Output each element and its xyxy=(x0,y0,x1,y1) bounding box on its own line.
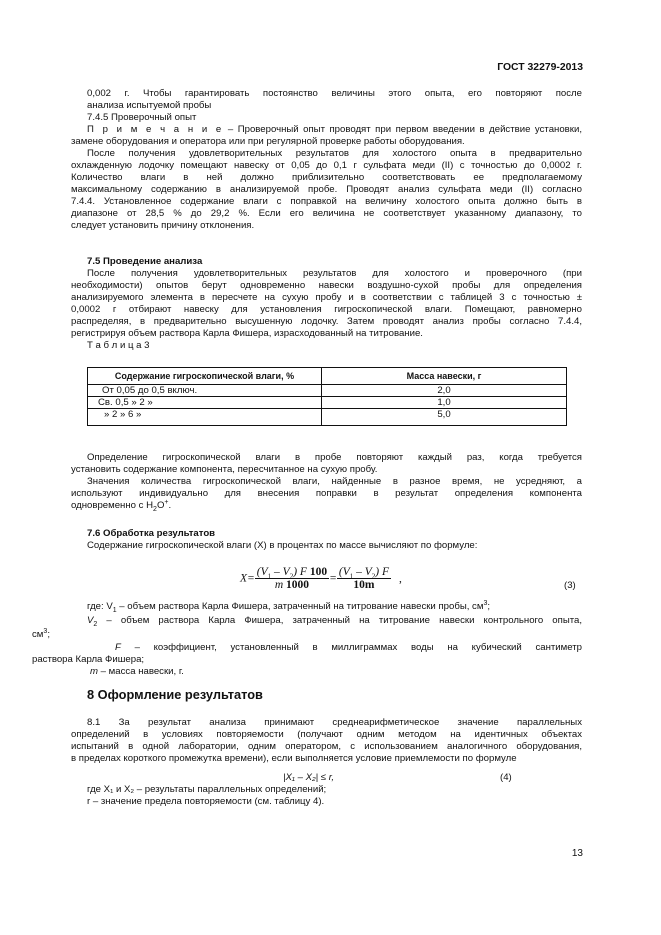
legend-v2 xyxy=(87,615,582,627)
formula-fraction-1: $\frac{(V_1 - V_2) F 100}{m 1000}$ xyxy=(256,566,328,591)
text-line: испытаний в одной лаборатории, одним оператором, с использованием аналогичного оборудования, xyxy=(71,741,582,752)
text-line: установить содержание компонента, пересчитанное на сухую пробу. xyxy=(71,464,378,475)
table-caption: Т а б л и ц а 3 xyxy=(87,340,150,351)
subscript: 1 xyxy=(112,606,117,614)
table-row xyxy=(88,409,567,426)
subscript: 2 xyxy=(93,620,98,628)
table-row xyxy=(88,397,567,409)
condition-formula: |X₁ – X₂| ≤ r, xyxy=(283,772,335,783)
text-line: максимальному содержанию в анализируемой пробе. Проводят анализ сульфата меди (II) согласно xyxy=(71,184,582,195)
table-row xyxy=(88,385,567,397)
page-number: 13 xyxy=(571,848,583,859)
condition-number: (4) xyxy=(500,772,512,783)
legend-v2-unit xyxy=(32,629,582,641)
text-line: регистрируя объем раствора Карла Фишера, израсходованный на титрование. xyxy=(71,328,423,339)
text-line: охлажденную лодочку помещают навеску от 0,05 до 0,1 г сульфата меди (II) с точностью до 0,0002 г. xyxy=(71,160,582,171)
table-cell: 1,0 xyxy=(322,397,567,409)
formula-equals: = xyxy=(329,572,337,585)
section-title: 8 Оформление результатов xyxy=(87,687,263,702)
standard-header: ГОСТ 32279-2013 xyxy=(497,62,583,73)
text-line: следует установить причину отклонения. xyxy=(71,220,255,231)
table-cell: 5,0 xyxy=(322,409,567,426)
text-line: в пределах короткого промежутка времени), если выполняется условие приемлемости по формуле xyxy=(71,753,517,764)
section-745 xyxy=(71,88,582,232)
section-title: 7.5 Проведение анализа xyxy=(87,256,203,267)
table-3 xyxy=(87,367,567,426)
table-header-cell: Содержание гигроскопической влаги, % xyxy=(88,368,322,385)
formula-lhs: X= xyxy=(240,572,255,585)
text-line: r – значение предела повторяемости (см. таблицу 4). xyxy=(87,796,325,807)
text-fragment: – объем раствора Карла Фишера, затраченный на титрование навески пробы, см xyxy=(116,601,484,612)
formula-number: (3) xyxy=(564,580,576,591)
note-text: – Проверочный опыт проводят при первом введении в действие установки, xyxy=(223,124,582,135)
text-fragment: – масса навески, г. xyxy=(98,666,184,677)
table-cell: » 2 » 6 » xyxy=(88,409,322,426)
section-8-title xyxy=(87,689,582,701)
text-line: Определение гигроскопической влаги в пробе повторяют каждый раз, когда требуется xyxy=(87,452,582,463)
text-line: необходимости) опытов берут одновременно навески воздушно-сухой пробы для определения xyxy=(71,280,582,291)
text-fragment: ; xyxy=(47,629,50,640)
legend-v1 xyxy=(87,601,582,613)
after-table-text xyxy=(71,452,582,513)
superscript: + xyxy=(164,498,169,506)
text-fragment: O xyxy=(156,500,165,511)
text-line: диапазоне от 28,5 % до 29,2 %. Если его величина не соответствует указанному диапазону, то xyxy=(71,208,582,219)
text-fragment: F xyxy=(115,642,121,653)
table-cell: Св. 0,5 » 2 » xyxy=(88,397,322,409)
legend-f-cont: раствора Карла Фишера; xyxy=(32,654,145,665)
text-line: 8.1 За результат анализа принимают среднеарифметическое значение параллельных xyxy=(87,717,582,728)
section-76 xyxy=(87,528,582,552)
text-line: После получения удовлетворительных результатов для холостого и проверочного (при xyxy=(87,268,582,279)
subscript: 2 xyxy=(153,505,157,513)
text-fragment: V xyxy=(87,615,94,626)
text-line: Количество влаги в ней должно приблизительно соответствовать ее предполагаемому xyxy=(71,172,582,183)
table-cell: 2,0 xyxy=(322,385,567,397)
text-line: распределяя, в предварительно высушенную лодочку. Затем проводят анализ пробы согласно 7.4.4, xyxy=(71,316,582,327)
section-title: 7.6 Обработка результатов xyxy=(87,528,216,539)
text-fragment: . xyxy=(168,500,172,511)
formula-3 xyxy=(240,566,402,591)
superscript: 3 xyxy=(43,627,48,635)
condition-legend xyxy=(87,784,582,808)
text-line: определений в условиях повторяемости (получают одним методом на идентичных объектах xyxy=(71,729,582,740)
text-line: где X₁ и X₂ – результаты параллельных определений; xyxy=(87,784,327,795)
formula-legend xyxy=(32,599,582,678)
text-line: используют индивидуально для внесения поправки в результат определения компонента xyxy=(71,488,582,499)
text-line: Значения количества гигроскопической влаги, найденные в разное время, не усредняют, а xyxy=(87,476,582,487)
text-fragment: где: V xyxy=(87,601,113,612)
text-fragment: ; xyxy=(487,601,491,612)
text-line: 0,0002 г отбирают навеску для установления гигроскопической влаги. Помещают, равномерно xyxy=(71,304,582,315)
text-line: замене оборудования и оператора или при регулярной проверке работы оборудования. xyxy=(71,136,465,147)
text-fragment: m xyxy=(90,666,98,677)
text-line: анализируемого элемента в пересчете на сухую пробу и в соответствии с таблицей 3 с точностью ± xyxy=(71,292,582,303)
table-header-cell: Масса навески, г xyxy=(322,368,567,385)
text-line: 0,002 г. Чтобы гарантировать постоянство величины этого опыта, его повторяют после xyxy=(87,88,582,99)
text-line xyxy=(71,500,582,512)
subsection-title: 7.4.5 Проверочный опыт xyxy=(87,112,197,123)
note-label: П р и м е ч а н и е xyxy=(87,124,224,135)
section-8-body xyxy=(71,717,582,765)
text-line: После получения удовлетворительных результатов для холостого опыта в предварительно xyxy=(87,148,582,159)
legend-m xyxy=(87,666,582,678)
legend-f xyxy=(87,642,582,654)
note-line xyxy=(87,124,582,136)
section-75 xyxy=(71,256,582,352)
text-line: 7.4.4. Установленное содержание влаги с поправкой на величину холостого опыта должно быть в xyxy=(71,196,582,207)
text-line: анализа испытуемой пробы xyxy=(87,100,212,111)
text-fragment: – коэффициент, установленный в миллиграммах воды на кубический сантиметр xyxy=(120,642,582,653)
text-fragment: см xyxy=(32,629,44,640)
text-fragment: одновременно с H xyxy=(71,500,154,511)
table-header-row xyxy=(88,368,567,385)
formula-comma: , xyxy=(399,572,402,585)
formula-fraction-2: $\frac{(V_1 - V_2) F}{10m}$ xyxy=(338,566,389,591)
text-line: Содержание гигроскопической влаги (X) в процентах по массе вычисляют по формуле: xyxy=(87,540,478,551)
superscript: 3 xyxy=(483,599,488,607)
table-cell: От 0,05 до 0,5 включ. xyxy=(88,385,322,397)
text-fragment: – объем раствора Карла Фишера, затраченный на титрование навески контрольного опыта, xyxy=(97,615,582,626)
